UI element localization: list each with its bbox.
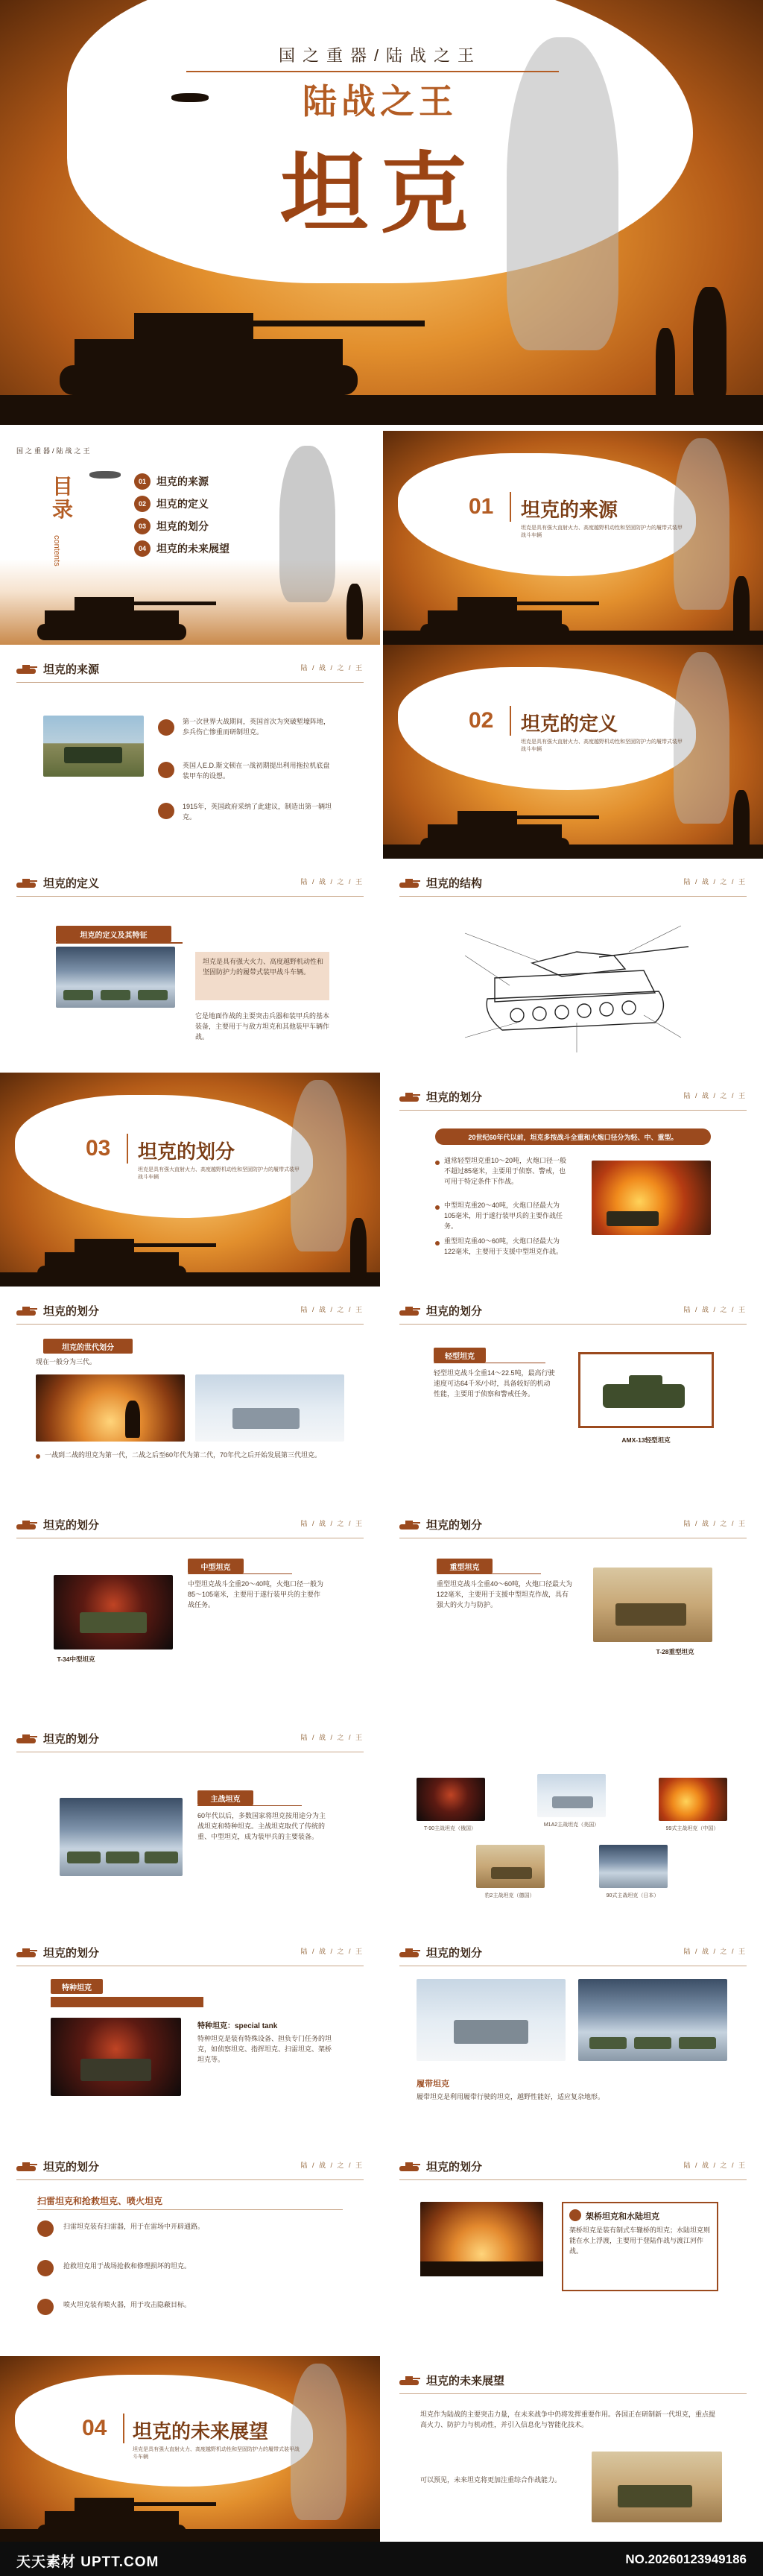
main-battle-tank-slide — [0, 1714, 380, 1928]
tracked-tank-slide — [383, 1928, 763, 2142]
header-rule — [16, 896, 364, 897]
mine-paragraph-1: 扫雷坦克装有扫雷器，用于在雷场中开辟通路。 — [63, 2223, 205, 2230]
slide-tag: 陆 / 战 / 之 / 王 — [300, 2162, 364, 2169]
section-subtitle: 坦克是具有强大直射火力、高度越野机动性和坚固防护力的履带式装甲战斗车辆 — [133, 2447, 300, 2460]
soldier-silhouette-1 — [693, 287, 726, 399]
gallery-caption-2: M1A2主战坦克（美国） — [543, 1822, 600, 1828]
bullet-dot — [36, 1454, 40, 1459]
gallery-photo-2 — [537, 1774, 606, 1817]
slide-header — [399, 1089, 482, 1105]
tank-icon — [16, 1948, 37, 1958]
helicopter-silhouette — [89, 471, 121, 479]
slide-header — [399, 1517, 482, 1532]
amphibious-heading: 架桥坦克和水陆坦克 — [586, 2212, 659, 2221]
amphibious-paragraph: 架桥坦克是装有制式车辙桥的坦克；水陆坦克则能在水上浮渡，主要用于登陆作战与渡江河作战。 — [569, 2226, 711, 2255]
gallery-photo-4 — [476, 1845, 545, 1888]
tank-icon — [16, 1520, 37, 1530]
tank-icon — [16, 2162, 37, 2172]
soldier-ghost-silhouette — [291, 2364, 346, 2520]
toc-slide — [0, 431, 380, 645]
cover-desc-line2: 履带式装甲战斗车辆 — [346, 266, 428, 277]
special-tank-box: 特种坦克 — [51, 1979, 103, 1994]
header-rule — [16, 1324, 364, 1325]
heavy-tank-caption: T-28重型坦克 — [656, 1648, 694, 1655]
toc-num: 03 — [134, 518, 151, 534]
bullet-icon — [158, 803, 174, 819]
slide-title: 坦克的结构 — [426, 877, 483, 890]
slide-title: 坦克的划分 — [426, 1947, 483, 1960]
origin-paragraph-3: 1915年，英国政府采纳了此建议，制造出第一辆坦克。 — [183, 803, 332, 821]
slide-header — [16, 875, 99, 891]
heavy-tank-paragraph: 重型坦克战斗全重40～60吨，火炮口径最大为122毫米，主要用于支援中型坦克作战，具有强大的火力与防护。 — [437, 1580, 573, 1609]
light-tank-slide — [383, 1287, 763, 1500]
tank-icon — [399, 878, 420, 888]
amphibious-sunset-photo — [420, 2202, 543, 2276]
ground-strip — [383, 631, 763, 645]
slide-header — [399, 875, 482, 891]
box-rule — [437, 1573, 541, 1574]
structure-slide — [383, 859, 763, 1073]
soldier-sunset-photo — [36, 1374, 185, 1442]
section-01-slide — [383, 431, 763, 645]
footer-site: 天天素材 UPTT.COM — [16, 2554, 159, 2570]
ground-strip — [0, 2529, 380, 2542]
bullet-icon — [158, 719, 174, 736]
header-rule — [16, 682, 364, 683]
slide-header — [16, 2159, 99, 2174]
bullet-icon — [37, 2260, 54, 2276]
slide-header — [16, 1945, 99, 1960]
slide-tag: 陆 / 战 / 之 / 王 — [683, 2162, 747, 2169]
future-tank-photo — [592, 2452, 722, 2522]
section-divider — [127, 1134, 128, 1164]
header-rule — [399, 1324, 747, 1325]
amphibious-slide — [383, 2142, 763, 2356]
tank-silhouette — [30, 591, 224, 643]
tank-icon — [399, 2162, 420, 2172]
cover-tagline: 国之重器/陆战之王 — [278, 46, 482, 65]
slide-header — [16, 1731, 99, 1746]
slide-title: 坦克的划分 — [43, 1519, 100, 1532]
slide-header — [16, 1517, 99, 1532]
section-title: 坦克的划分 — [138, 1140, 235, 1163]
toc-item[interactable] — [134, 518, 209, 534]
header-rule — [399, 896, 747, 897]
classification-intro-slide — [383, 1073, 763, 1287]
tracked-hangar-photo — [578, 1979, 727, 2061]
toc-label: 坦克的定义 — [156, 498, 209, 510]
slide-title: 坦克的定义 — [43, 877, 100, 890]
definition-box: 坦克的定义及其特征 — [56, 926, 171, 942]
slide-tag: 陆 / 战 / 之 / 王 — [683, 878, 747, 886]
gallery-photo-5 — [599, 1845, 668, 1888]
slide-tag: 陆 / 战 / 之 / 王 — [683, 1520, 747, 1527]
section-divider — [510, 492, 511, 522]
definition-paragraph-1: 坦克是具有强大火力、高度越野机动性和坚固防护力的履带式装甲战斗车辆。 — [203, 958, 324, 976]
box-rule — [56, 942, 183, 944]
tank-structure-diagram — [450, 911, 696, 1060]
heavy-tank-photo — [593, 1568, 712, 1642]
slide-title: 坦克的划分 — [43, 2161, 100, 2174]
toc-num: 04 — [134, 540, 151, 557]
medium-tank-paragraph: 中型坦克战斗全重20～40吨，火炮口径一般为85～105毫米，主要用于遂行装甲兵的主要作战任务。 — [188, 1580, 324, 1609]
special-tank-slide — [0, 1928, 380, 2142]
gallery-photo-1 — [417, 1778, 485, 1821]
future-paragraph-2: 可以预见，未来坦克将更加注重综合作战能力。 — [420, 2476, 562, 2484]
soldier-ghost-silhouette — [279, 446, 335, 602]
slide-title: 坦克的划分 — [43, 1733, 100, 1746]
future-slide — [383, 2356, 763, 2542]
helicopter-silhouette — [171, 93, 209, 102]
tank-icon — [399, 1092, 420, 1102]
heavy-tank-slide — [383, 1500, 763, 1714]
mine-rescue-slide — [0, 2142, 380, 2356]
slide-tag: 陆 / 战 / 之 / 王 — [300, 1520, 364, 1527]
section-title: 坦克的来源 — [521, 499, 618, 521]
mine-paragraph-3: 喷火坦克装有喷火器，用于攻击隐蔽目标。 — [63, 2301, 191, 2308]
gallery-caption-1: T-90主战坦克（俄国） — [423, 1826, 476, 1831]
section-subtitle: 坦克是具有强大直射火力、高度越野机动性和坚固防护力的履带式装甲战斗车辆 — [521, 525, 683, 538]
generations-paragraph: 一战到二战的坦克为第一代，二战之后至60年代为第二代，70年代之后开始发展第三代坦克。 — [45, 1451, 322, 1459]
special-tank-photo — [51, 2018, 181, 2096]
light-tank-caption: AMX-13轻型坦克 — [621, 1436, 671, 1444]
section-subtitle: 坦克是具有强大直射火力、高度越野机动性和坚固防护力的履带式装甲战斗车辆 — [521, 739, 683, 752]
classification-banner: 20世纪60年代以前，坦克多按战斗全重和火炮口径分为轻、中、重型。 — [435, 1128, 711, 1145]
soldier-silhouette — [346, 584, 363, 640]
header-rule — [399, 1110, 747, 1111]
soldier-silhouette — [733, 790, 750, 850]
header-rule — [16, 2179, 364, 2180]
slide-title: 坦克的划分 — [43, 1305, 100, 1318]
bullet-icon — [158, 762, 174, 778]
future-paragraph-1: 坦克作为陆战的主要突击力量，在未来战争中仍将发挥重要作用。各国正在研制新一代坦克，重点提高火力、防护力与机动性，并引入信息化与智能化技术。 — [420, 2411, 716, 2428]
toc-item[interactable] — [134, 473, 209, 490]
gallery-caption-5: 90式主战坦克（日本） — [606, 1893, 659, 1898]
bullet-icon — [37, 2220, 54, 2237]
hangar-photo — [56, 947, 175, 1008]
tracked-snow-photo — [417, 1979, 566, 2061]
definition-paragraph-2: 它是地面作战的主要突击兵器和装甲兵的基本装备，主要用于与敌方坦克和其他装甲车辆作战。 — [195, 1012, 330, 1041]
gallery-caption-4: 豹2主战坦克（德国） — [484, 1893, 535, 1898]
tank-photo — [43, 716, 144, 777]
snow-tank-photo — [195, 1374, 344, 1442]
bullet-dot — [435, 1161, 440, 1165]
section-title: 坦克的未来展望 — [133, 2420, 269, 2443]
slide-title: 坦克的划分 — [426, 2161, 483, 2174]
tank-icon — [399, 1306, 420, 1316]
ground-strip — [0, 1272, 380, 1287]
ground-strip — [383, 845, 763, 859]
heavy-paragraph: 重型坦克重40～60吨，火炮口径最大为122毫米，主要用于支援中型坦克作战。 — [444, 1237, 563, 1255]
mbt-paragraph: 60年代以后，多数国家将坦克按用途分为主战坦克和特种坦克。主战坦克取代了传统的重、中型坦克，成为装甲兵的主要装备。 — [197, 1812, 326, 1840]
mine-heading: 扫雷坦克和抢救坦克、喷火坦克 — [37, 2196, 163, 2206]
slide-tag: 陆 / 战 / 之 / 王 — [683, 1092, 747, 1099]
generations-lead: 现在一般分为三代。 — [36, 1358, 97, 1366]
tank-icon — [16, 1306, 37, 1316]
origin-paragraph-2: 英国人E.D.斯文顿在一战初期提出利用拖拉机底盘装甲车的设想。 — [183, 762, 330, 780]
medium-tank-photo — [54, 1575, 173, 1650]
slide-title: 坦克的未来展望 — [426, 2375, 505, 2387]
section-number: 04 — [82, 2416, 107, 2440]
generations-slide — [0, 1287, 380, 1500]
section-02-slide — [383, 645, 763, 859]
generations-box: 坦克的世代划分 — [43, 1339, 133, 1354]
slide-tag: 陆 / 战 / 之 / 王 — [300, 1948, 364, 1955]
header-rule — [399, 2393, 747, 2394]
medium-tank-box: 中型坦克 — [188, 1559, 244, 1573]
gallery-photo-3 — [659, 1778, 727, 1821]
mbt-hangar-photo — [60, 1798, 183, 1876]
medium-tank-caption: T-34中型坦克 — [57, 1655, 95, 1663]
toc-item[interactable] — [134, 540, 229, 557]
special-tank-strip — [51, 1997, 203, 2007]
toc-heading: 目录 — [52, 475, 74, 521]
slide-header — [399, 1303, 482, 1319]
slide-tag: 陆 / 战 / 之 / 王 — [683, 1306, 747, 1313]
toc-item[interactable] — [134, 496, 209, 512]
light-tank-frame — [578, 1352, 714, 1428]
slide-tag: 陆 / 战 / 之 / 王 — [300, 664, 364, 672]
section-title: 坦克的定义 — [521, 713, 618, 735]
slide-header — [399, 2159, 482, 2174]
bullet-dot — [435, 1205, 440, 1210]
tracked-heading: 履带坦克 — [417, 2080, 449, 2089]
mbt-box: 主战坦克 — [197, 1790, 253, 1805]
tank-icon — [16, 664, 37, 675]
footer-id: NO.20260123949186 — [625, 2552, 747, 2566]
heavy-tank-box: 重型坦克 — [437, 1559, 493, 1573]
slide-header — [399, 1945, 482, 1960]
header-rule — [399, 2179, 747, 2180]
soldier-silhouette — [350, 1218, 367, 1278]
cover-slide — [0, 0, 763, 425]
slide-title: 坦克的划分 — [426, 1091, 483, 1104]
section-03-slide — [0, 1073, 380, 1287]
slide-header — [16, 1303, 99, 1319]
slide-tag: 陆 / 战 / 之 / 王 — [300, 1306, 364, 1313]
cover-rule — [186, 71, 559, 72]
heading-rule — [37, 2209, 343, 2210]
toc-heading-en: contents — [52, 535, 61, 566]
bullet-icon — [569, 2209, 581, 2221]
origin-slide — [0, 645, 380, 859]
section-divider — [123, 2414, 124, 2443]
cover-title-main: 坦克 — [279, 145, 480, 244]
tank-icon — [16, 1734, 37, 1744]
box-rule — [188, 1573, 292, 1574]
toc-label: 坦克的未来展望 — [156, 543, 229, 555]
section-divider — [510, 706, 511, 736]
light-paragraph: 通常轻型坦克重10～20吨，火炮口径一般不超过85毫米，主要用于侦察、警戒，也可用于特定条件下作战。 — [444, 1157, 567, 1185]
section-number: 01 — [469, 494, 494, 519]
gallery-caption-3: 99式主战坦克（中国） — [665, 1826, 719, 1831]
mine-paragraph-2: 抢救坦克用于战场抢救和修理损坏的坦克。 — [63, 2262, 191, 2270]
watermark-footer — [0, 2542, 763, 2576]
tracked-paragraph: 履带坦克是利用履带行驶的坦克，越野性能好，适应复杂地形。 — [417, 2093, 605, 2100]
cover-title-top: 陆战之王 — [303, 82, 458, 121]
slide-title: 坦克的划分 — [43, 1947, 100, 1960]
section-number: 03 — [86, 1136, 111, 1161]
bullet-dot — [435, 1241, 440, 1246]
slide-header — [16, 661, 99, 677]
mbt-gallery-slide — [383, 1714, 763, 1928]
ground-strip — [0, 395, 763, 425]
slide-header — [399, 2373, 504, 2388]
soldier-silhouette — [733, 576, 750, 636]
toc-label: 坦克的来源 — [156, 476, 209, 487]
definition-slide — [0, 859, 380, 1073]
toc-num: 02 — [134, 496, 151, 512]
tank-silhouette — [45, 298, 432, 402]
tank-icon — [16, 878, 37, 888]
slide-tag: 陆 / 战 / 之 / 王 — [300, 878, 364, 886]
box-rule — [197, 1805, 302, 1806]
slide-title: 坦克的来源 — [43, 663, 100, 676]
light-tank-paragraph: 轻型坦克战斗全重14～22.5吨，最高行驶速度可达64千米/小时，具备较好的机动性能，主要用于侦察和警戒任务。 — [434, 1369, 555, 1398]
slide-title: 坦克的划分 — [426, 1305, 483, 1318]
medium-tank-slide — [0, 1500, 380, 1714]
tank-icon — [399, 1948, 420, 1958]
medium-paragraph: 中型坦克重20～40吨，火炮口径最大为105毫米，用于遂行装甲兵的主要作战任务。 — [444, 1202, 563, 1230]
soldier-silhouette-2 — [656, 328, 675, 399]
tank-icon — [399, 1520, 420, 1530]
slide-tag: 陆 / 战 / 之 / 王 — [300, 1734, 364, 1741]
slide-tag: 陆 / 战 / 之 / 王 — [683, 1948, 747, 1955]
section-number: 02 — [469, 708, 494, 733]
bullet-icon — [37, 2299, 54, 2315]
toc-tagline: 国之重器/陆战之王 — [16, 447, 92, 455]
tank-icon — [399, 2375, 420, 2386]
origin-paragraph-1: 第一次世界大战期间，英国首次为突破堑壕阵地，歩兵伤亡惨重而研制坦克。 — [183, 718, 331, 736]
battle-fire-photo — [592, 1161, 711, 1235]
special-tank-paragraph: 特种坦克是装有特殊设备、担负专门任务的坦克，如侦察坦克、指挥坦克、扫雷坦克、架桥坦克等。 — [197, 2035, 332, 2063]
toc-label: 坦克的划分 — [156, 520, 209, 532]
special-tank-label: 特种坦克：special tank — [197, 2022, 278, 2030]
section-04-slide — [0, 2356, 380, 2542]
section-subtitle: 坦克是具有强大直射火力、高度越野机动性和坚固防护力的履带式装甲战斗车辆 — [138, 1167, 300, 1180]
slide-title: 坦克的划分 — [426, 1519, 483, 1532]
toc-num: 01 — [134, 473, 151, 490]
light-tank-box: 轻型坦克 — [434, 1348, 486, 1363]
cover-desc-line1: 坦克是具有强大直射火力、高度越野机动性和坚固防护力的 — [270, 251, 504, 262]
